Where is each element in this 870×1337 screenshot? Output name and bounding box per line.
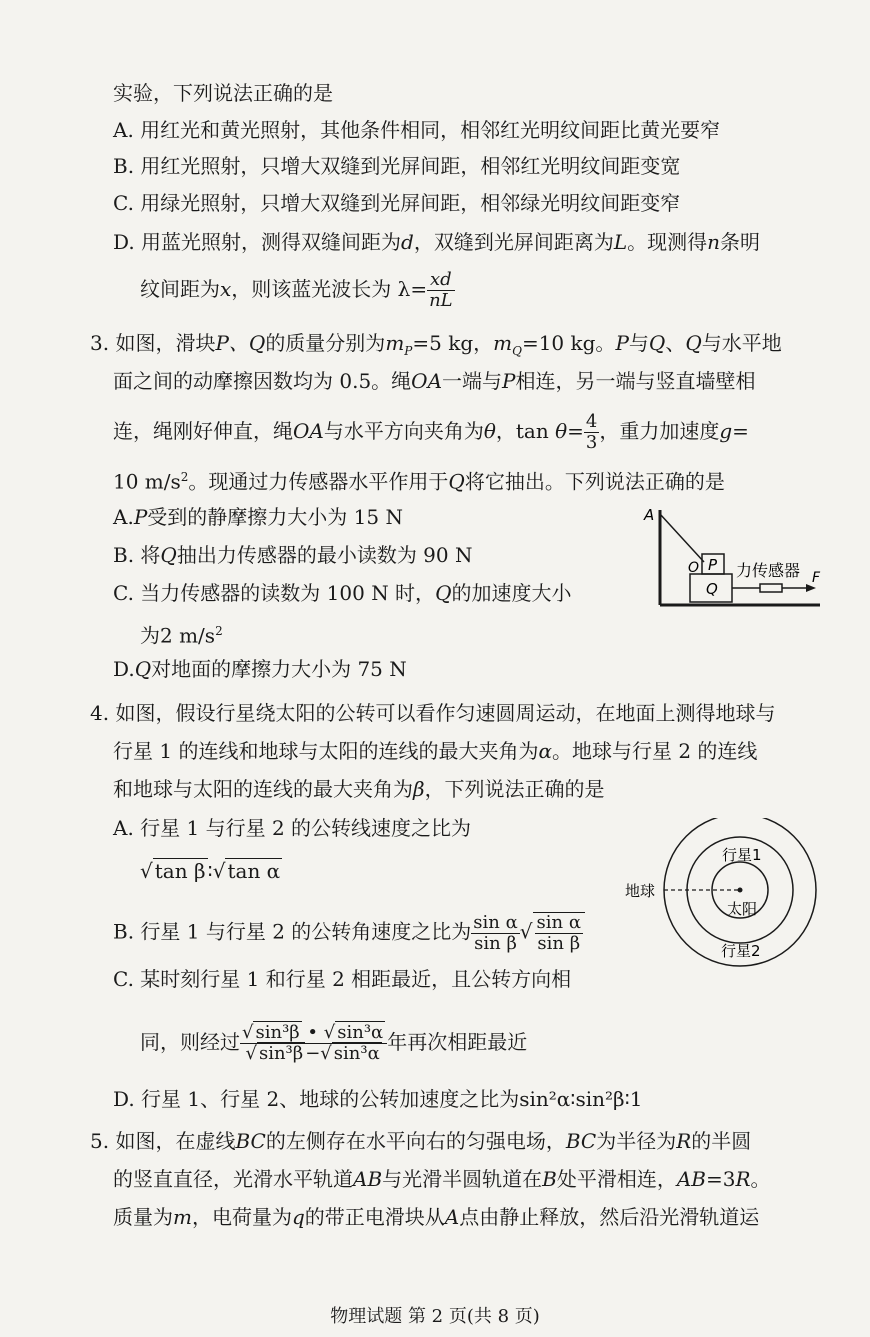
label-p: P [708,556,718,574]
sensor-body [760,584,782,592]
label-sun: 太阳 [727,900,758,918]
angular-ratio-frac: $\frac{\text{sin α}}{\text{sin β}}$ [473,911,518,954]
q5-stem-line3: 质量为m，电荷量为q的带正电滑块从A点由静止释放，然后沿光滑轨道运 [113,1205,760,1229]
q2-option-d-line2: 纹间距为x，则该蓝光波长为 λ= $\frac{xd}{nL}$ [140,269,453,311]
angular-ratio-sqrt-frac: $\frac{\text{sin α}}{\text{sin β}}$ [533,912,585,954]
q3-stem-line4: 10 $m/s^2$。现通过力传感器水平作用于Q将它抽出。下列说法正确的是 [113,469,725,494]
q4-option-c: C. 某时刻行星 1 和行星 2 相距最近，且公转方向相 [113,967,572,991]
q2-option-d: D. 用蓝光照射，测得双缝间距为d，双缝到光屏间距离为L。现测得n条明 [113,230,761,254]
q4-option-a: A. 行星 1 与行星 2 的公转线速度之比为 [113,816,472,840]
label-q: Q [706,580,718,598]
label-planet1: 行星1 [722,846,762,864]
q3-option-d: D.Q对地面的摩擦力大小为 75 N [113,657,407,681]
q5-stem-line2: 的竖直直径，光滑水平轨道AB与光滑半圆轨道在B处平滑相连，AB=3R。 [113,1167,771,1191]
tan-fraction: $\frac{4}{3}$ [585,411,598,453]
rope-oa [660,514,704,562]
q4-option-d: D. 行星 1、行星 2、地球的公转加速度之比为sin²α∶sin²β∶1 [113,1087,643,1111]
q4-stem-line2: 行星 1 的连线和地球与太阳的连线的最大夹角为α。地球与行星 2 的连线 [113,739,758,763]
page-footer: 物理试题 第 2 页(共 8 页) [330,1306,540,1327]
q3-option-c: C. 当力传感器的读数为 100 N 时，Q的加速度大小 [113,581,572,605]
label-o: O [688,560,700,576]
q4-stem-line3: 和地球与太阳的连线的最大夹角为β，下列说法正确的是 [113,777,605,801]
label-a: A [644,506,655,524]
q2-option-a: A. 用红光和黄光照射，其他条件相同，相邻红光明纹间距比黄光要窄 [113,118,721,142]
q2-option-c: C. 用绿光照射，只增大双缝到光屏间距，相邻绿光明纹间距变窄 [113,191,681,215]
q4-stem-line1: 4. 如图，假设行星绕太阳的公转可以看作匀速圆周运动，在地面上测得地球与 [90,701,776,725]
q4-option-a-line2: √ tan β ∶√ tan α [140,859,281,883]
wavelength-fraction: $\frac{xd}{nL}$ [429,269,453,311]
sun-dot [738,888,743,893]
q4-orbit-diagram [615,818,855,978]
q3-stem-line1: 3. 如图，滑块P、Q的质量分别为$m_P=5$ kg，$m_Q=10$ kg。P与Q、Q与水平地 [90,331,782,358]
q3-block-diagram [640,500,830,615]
q2-option-b: B. 用红光照射，只增大双缝到光屏间距，相邻红光明纹间距变宽 [113,154,681,178]
q3-stem-line2: 面之间的动摩擦因数均为 0.5。绳OA一端与P相连，另一端与竖直墙壁相 [113,369,756,393]
q3-option-b: B. 将Q抽出力传感器的最小读数为 90 N [113,543,473,567]
meeting-time-frac: $\frac{\text{√ sin³β • √ sin³α}}{\text{√ sin³β −√ sin³α}}$ [240,1023,387,1064]
q3-stem-line3: 连，绳刚好伸直，绳OA与水平方向夹角为θ，tan θ= $\frac{4}{3}$ ，重力加速度g= [113,411,749,453]
label-sensor: 力传感器 [736,561,801,580]
label-planet2: 行星2 [721,942,761,960]
q2-stem-end: 实验，下列说法正确的是 [113,81,333,105]
q3-option-c-line2: 为2 $m/s^2$ [140,623,223,648]
q3-option-a: A.P受到的静摩擦力大小为 15 N [113,505,403,529]
q4-option-b: B. 行星 1 与行星 2 的公转角速度之比为 $\frac{\text{sin α}}{\text{sin β}}$ √ $\frac{\text{sin α}}{\text{sin β}}$ [113,912,585,954]
q4-option-c-line2: 同，则经过 $\frac{\text{√ sin³β • √ sin³α}}{\text{√ sin³β −√ sin³α}}$ 年再次相距最近 [140,1022,528,1064]
label-earth: 地球 [625,882,656,900]
q5-stem-line1: 5. 如图，在虚线BC的左侧存在水平向右的匀强电场，BC为半径为R的半圆 [90,1129,752,1153]
label-f: F [812,570,821,586]
